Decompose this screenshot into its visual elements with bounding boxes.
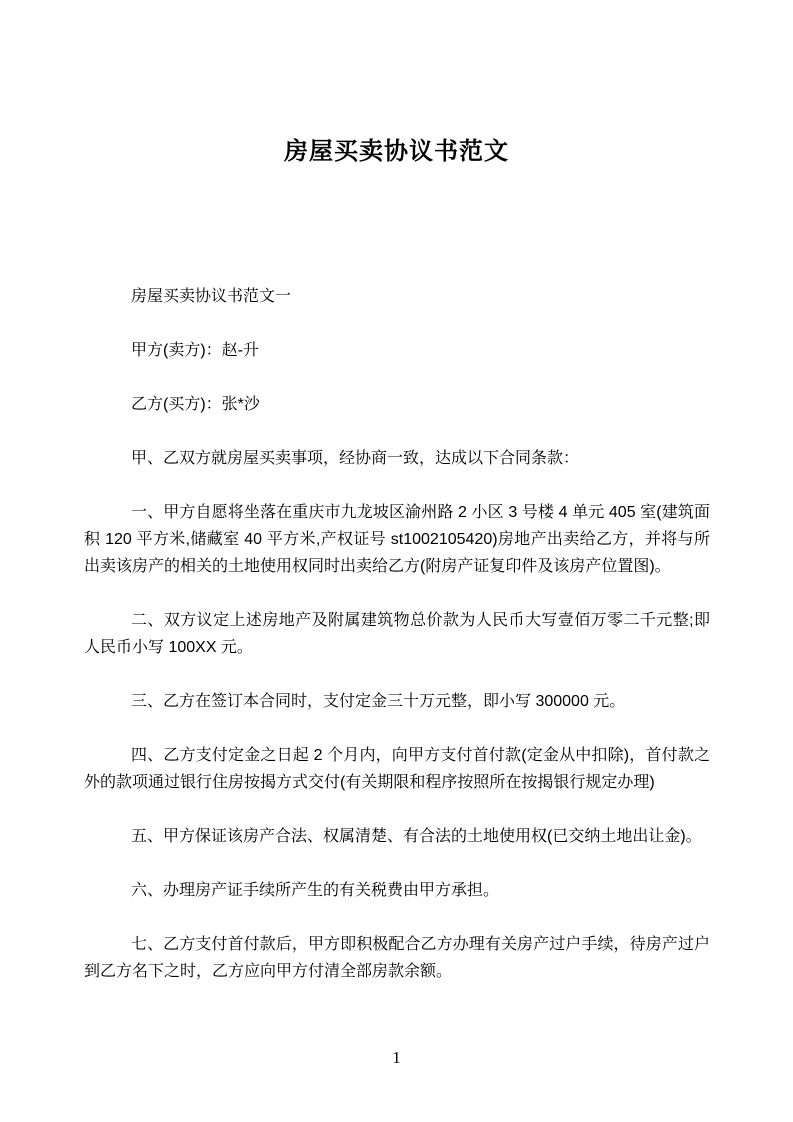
document-body xyxy=(84,283,710,985)
clause-5: 五、甲方保证该房产合法、权属清楚、有合法的土地使用权(已交纳土地出让金)。 xyxy=(131,828,702,845)
clause-6: 六、办理房产证手续所产生的有关税费由甲方承担。 xyxy=(131,882,500,899)
clause-2: 二、双方议定上述房地产及附属建筑物总价款为人民币大写壹佰万零二千元整;即人民币小写 100XX 元。 xyxy=(84,612,710,656)
clause-7: 七、乙方支付首付款后，甲方即积极配合乙方办理有关房产过户手续，待房产过户到乙方名下之时，乙方应向甲方付清全部房款余额。 xyxy=(84,936,710,980)
page-number: 1 xyxy=(392,1048,401,1067)
document-title: 房屋买卖协议书范文 xyxy=(284,138,509,165)
clause-3: 三、乙方在签订本合同时，支付定金三十万元整，即小写 300000 元。 xyxy=(131,693,626,710)
party-b-line: 乙方(买方)：张*沙 xyxy=(131,396,260,413)
party-a-line: 甲方(卖方)：赵-升 xyxy=(131,342,259,359)
subtitle-line: 房屋买卖协议书范文一 xyxy=(131,288,292,305)
clause-1: 一、甲方自愿将坐落在重庆市九龙坡区渝州路 2 小区 3 号楼 4 单元 405 室(建筑面积 120 平方米,储藏室 40 平方米,产权证号 st1002105420)房地产出卖给乙方，并将与所出卖该房产的相关的土地使用权同时出卖给乙方(附房产证复印件及该房产位置图)。 xyxy=(84,504,710,575)
clause-4: 四、乙方支付定金之日起 2 个月内，向甲方支付首付款(定金从中扣除)，首付款之外的款项通过银行住房按揭方式交付(有关期限和程序按照所在按揭银行规定办理) xyxy=(84,747,710,791)
preamble-line: 甲、乙双方就房屋买卖事项，经协商一致，达成以下合同条款： xyxy=(131,450,580,467)
